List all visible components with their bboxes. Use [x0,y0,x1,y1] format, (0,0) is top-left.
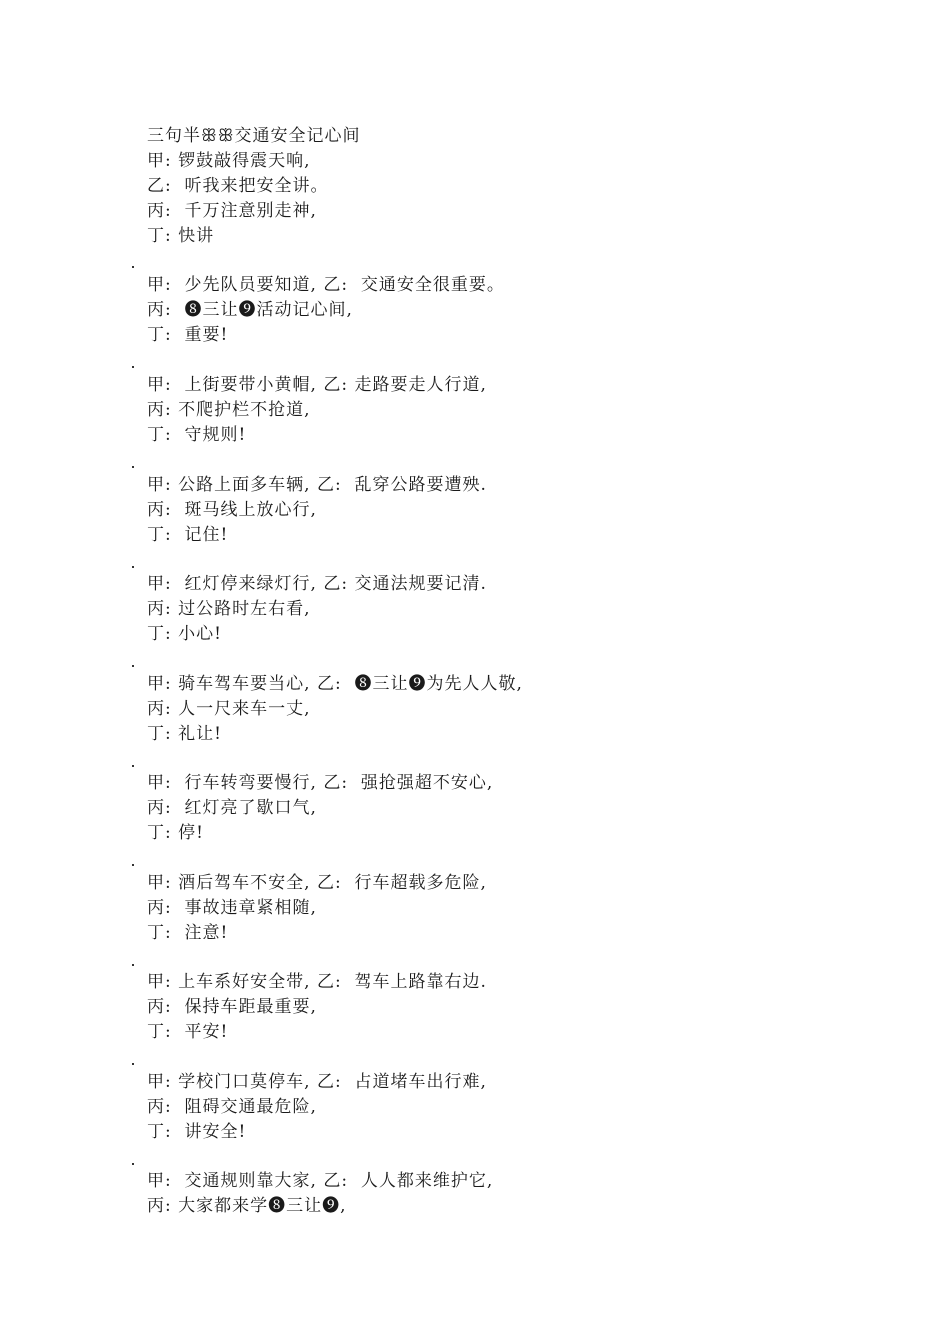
text-line: 丁: 重要! [147,325,229,345]
text-line: 丁: 平安! [147,1022,229,1042]
text-line: 丁: 守规则! [147,425,247,445]
paragraph-marker [132,864,134,866]
text-line: 丙: 千万注意别走神, [147,201,317,221]
paragraph-marker [132,765,134,767]
text-line: 甲: 交通规则靠大家, 乙: 人人都来维护它, [147,1171,494,1191]
text-line: 丁: 礼让! [147,724,222,744]
paragraph-marker [132,566,134,568]
text-line: 乙: 听我来把安全讲。 [147,176,329,196]
text-line: 甲: 上车系好安全带, 乙: 驾车上路靠右边. [147,972,487,992]
text-line: 丙: 事故违章紧相随, [147,898,317,918]
text-line: 丙: 过公路时左右看, [147,599,311,619]
document-title: 三句半ꕥꕥ交通安全记心间 [147,126,361,146]
text-line: 丙: 大家都来学❽三让❾, [147,1196,347,1216]
text-line: 甲: 公路上面多车辆, 乙: 乱穿公路要遭殃. [147,475,487,495]
text-line: 丁: 小心! [147,624,222,644]
paragraph-marker [132,1063,134,1065]
text-line: 甲: 锣鼓敲得震天响, [147,151,311,171]
text-line: 丁: 停! [147,823,204,843]
text-line: 丙: ❽三让❾活动记心间, [147,300,353,320]
text-line: 丙: 保持车距最重要, [147,997,317,1017]
text-line: 丙: 人一尺来车一丈, [147,699,311,719]
text-line: 丁: 讲安全! [147,1122,247,1142]
paragraph-marker [132,266,134,268]
paragraph-marker [132,366,134,368]
text-line: 丁: 注意! [147,923,229,943]
text-line: 甲: 上街要带小黄帽, 乙: 走路要走人行道, [147,375,487,395]
text-line: 丁: 记住! [147,525,229,545]
text-line: 甲: 红灯停来绿灯行, 乙: 交通法规要记清. [147,574,487,594]
text-line: 甲: 学校门口莫停车, 乙: 占道堵车出行难, [147,1072,487,1092]
text-line: 丙: 不爬护栏不抢道, [147,400,311,420]
paragraph-marker [132,1163,134,1165]
text-line: 丙: 斑马线上放心行, [147,500,317,520]
text-line: 丁: 快讲 [147,226,215,246]
paragraph-marker [132,665,134,667]
text-line: 丙: 阻碍交通最危险, [147,1097,317,1117]
text-line: 甲: 骑车驾车要当心, 乙: ❽三让❾为先人人敬, [147,674,523,694]
text-line: 甲: 行车转弯要慢行, 乙: 强抢强超不安心, [147,773,494,793]
text-line: 丙: 红灯亮了歇口气, [147,798,317,818]
paragraph-marker [132,964,134,966]
text-line: 甲: 酒后驾车不安全, 乙: 行车超载多危险, [147,873,487,893]
paragraph-marker [132,466,134,468]
text-line: 甲: 少先队员要知道, 乙: 交通安全很重要。 [147,275,505,295]
